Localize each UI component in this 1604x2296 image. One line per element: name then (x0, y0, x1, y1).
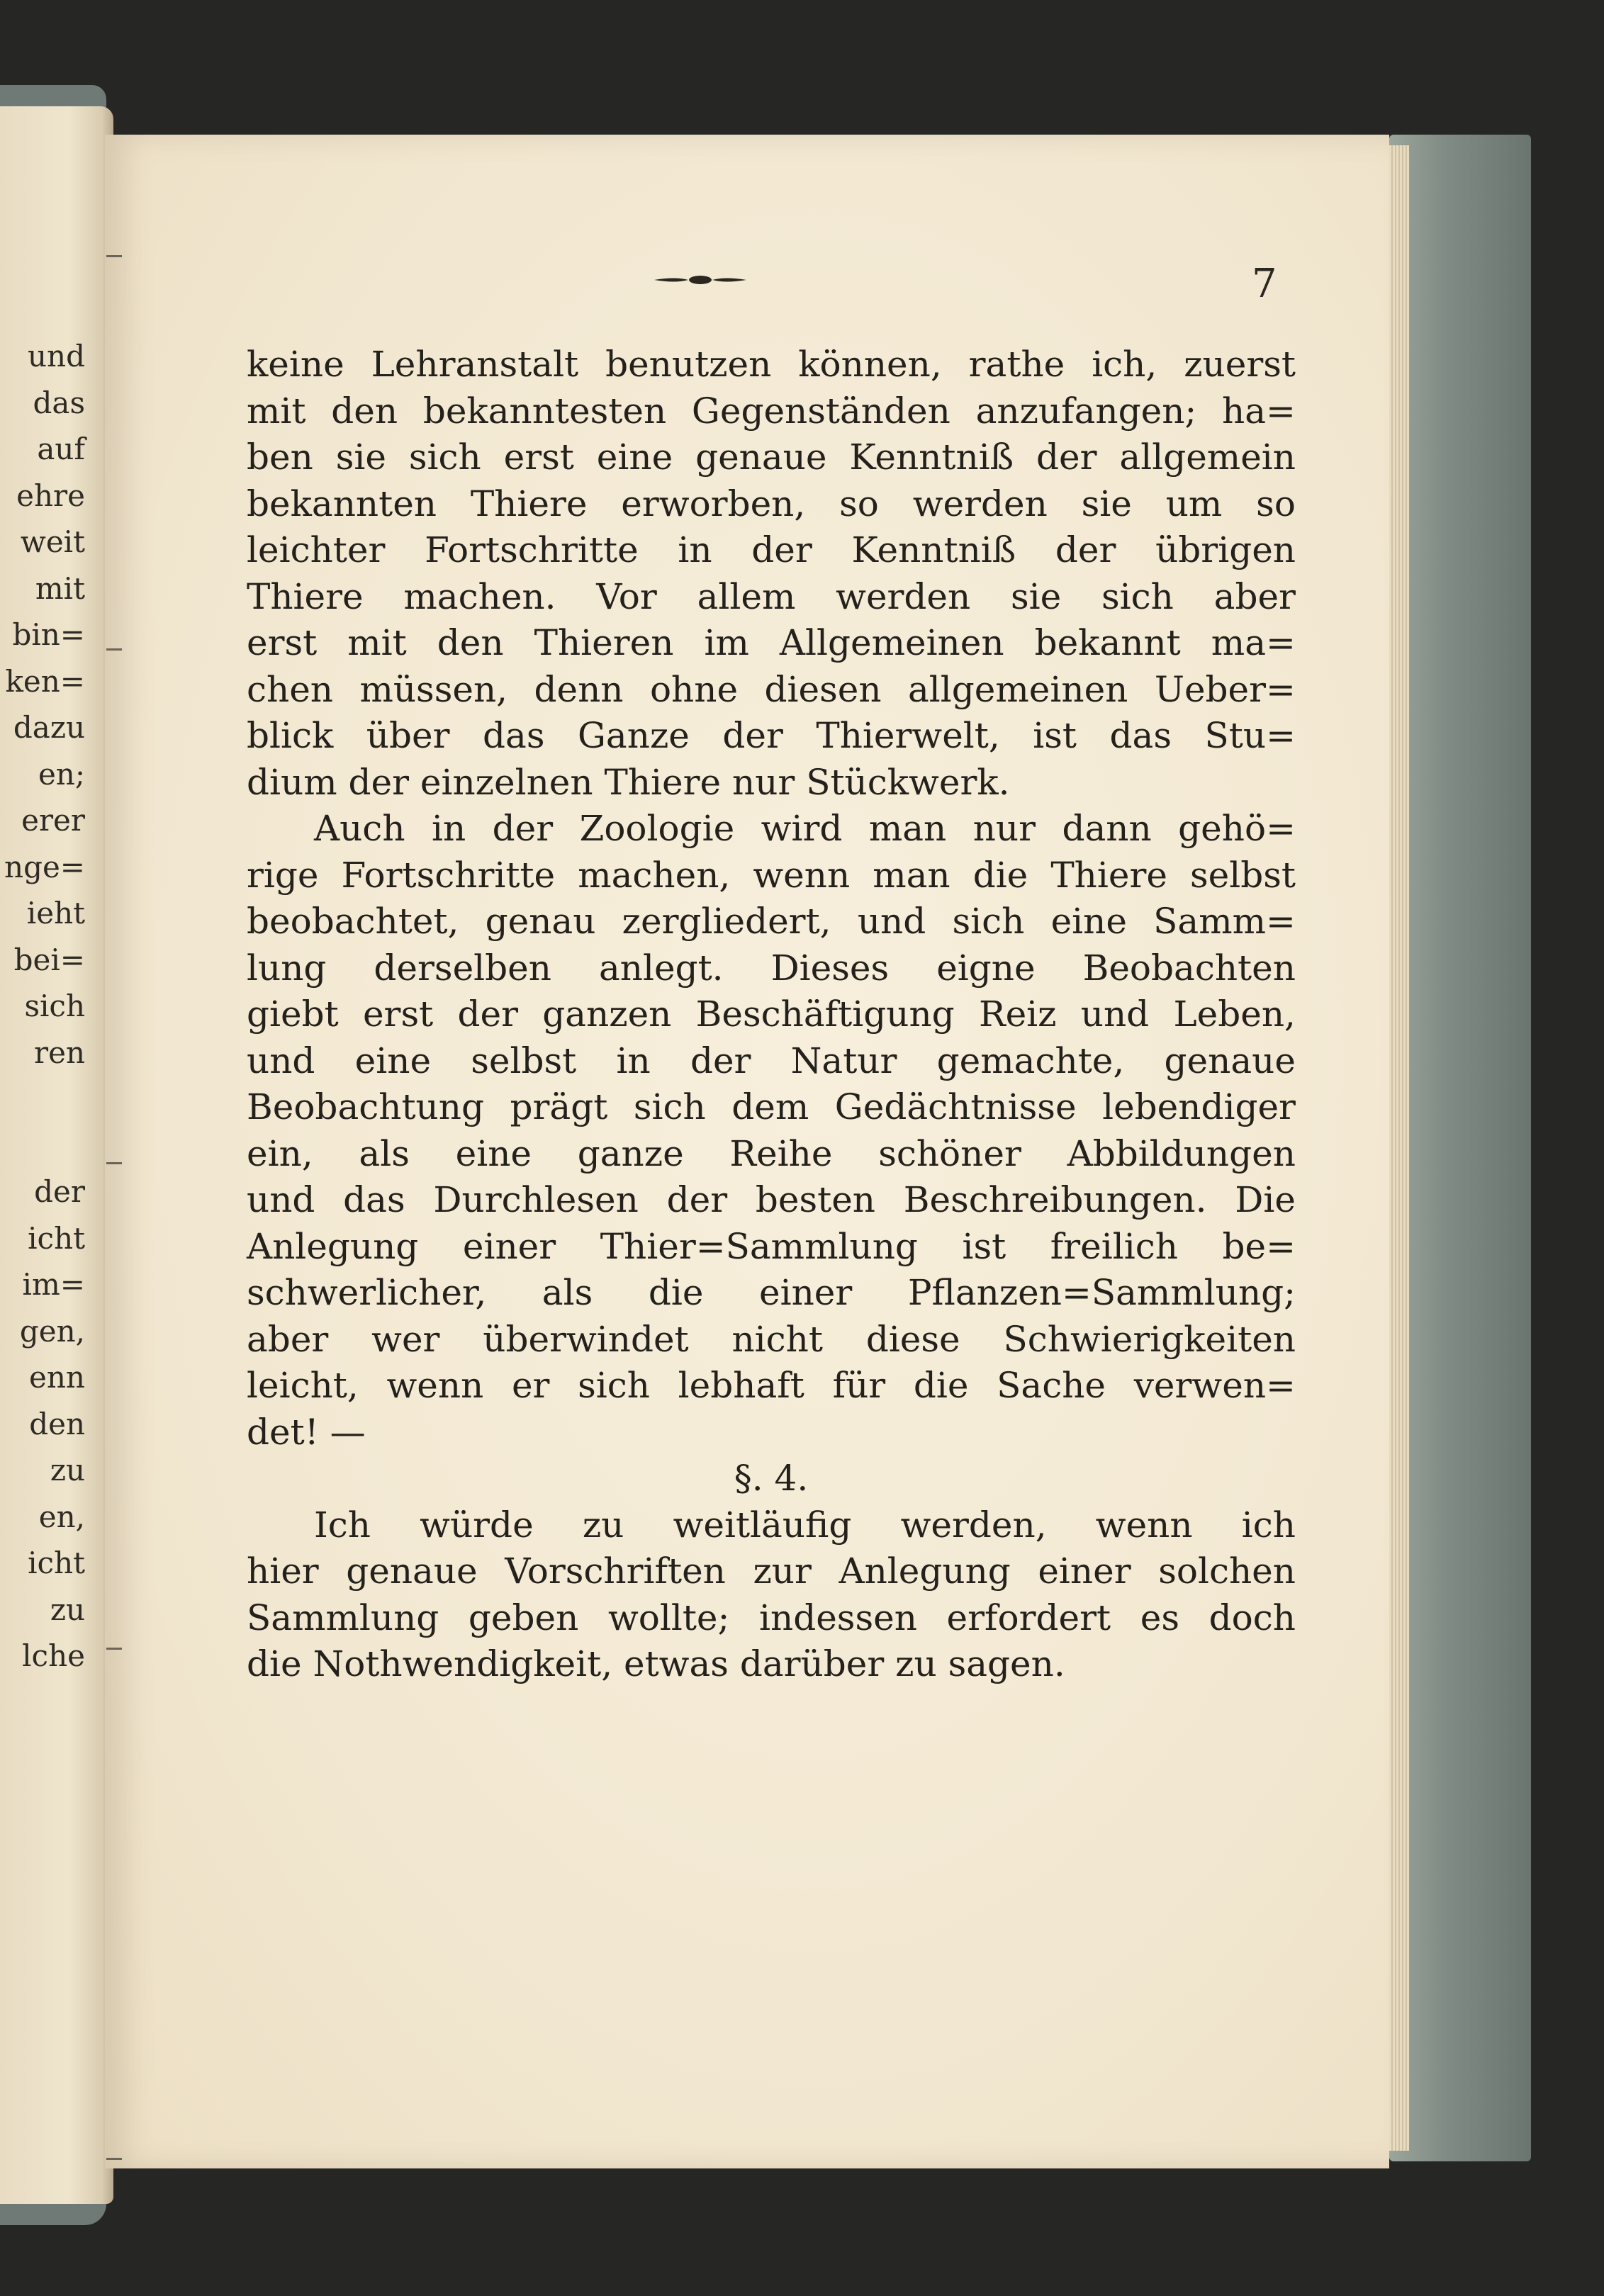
word: wollte; (607, 1597, 730, 1638)
word: genaue (1164, 1040, 1296, 1081)
left-fragment: en, (38, 1499, 85, 1534)
text-line (247, 1270, 1296, 1317)
word: zergliedert, (622, 901, 831, 942)
word: erst (503, 437, 574, 478)
word: genaue (695, 437, 827, 478)
word: selbst (1190, 854, 1296, 896)
word: der (751, 529, 812, 570)
word: hier (247, 1551, 319, 1592)
word: Anlegung (839, 1551, 1011, 1592)
word: Thiere (470, 483, 588, 524)
left-fragment: dazu (13, 710, 85, 745)
word: beobachtet, (247, 901, 459, 942)
left-fragment: ren (34, 1035, 85, 1070)
word: und (1080, 994, 1150, 1035)
word: mit (247, 390, 306, 432)
word: nicht (731, 1318, 823, 1360)
word: Gegenständen (691, 390, 950, 432)
left-fragment: weit (20, 524, 85, 559)
word: indessen (759, 1597, 917, 1638)
word: ha= (1222, 390, 1296, 432)
word: Lehranstalt (371, 344, 579, 385)
text-line (247, 991, 1296, 1038)
word: Fortschritte (425, 529, 639, 570)
word: erfordert (946, 1597, 1111, 1638)
word: übrigen (1155, 529, 1296, 570)
word: Zoologie (579, 808, 735, 849)
text-line (247, 342, 1296, 388)
left-fragment: auf (37, 432, 85, 466)
word: Stu= (1204, 715, 1296, 756)
word: zu (582, 1504, 624, 1546)
word: werden (836, 575, 971, 617)
word: zuerst (1184, 344, 1296, 385)
text-line (247, 713, 1296, 760)
word: der (690, 1040, 751, 1081)
word: als (542, 1272, 593, 1313)
word: denn (534, 668, 624, 710)
word: eine (1050, 901, 1127, 942)
word: Thiere (247, 575, 364, 617)
word: geben (468, 1597, 579, 1638)
word: eigne (936, 947, 1036, 989)
word: sich (408, 437, 481, 478)
word: einer (758, 1272, 853, 1313)
word: erst (247, 622, 318, 663)
binding-stitch (106, 2158, 122, 2160)
book-page (105, 135, 1389, 2168)
word: eine (596, 437, 673, 478)
left-fragment: den (29, 1406, 85, 1441)
left-fragment: zu (50, 1592, 85, 1627)
right-cover (1389, 135, 1531, 2161)
word: bekanntesten (422, 390, 667, 432)
word: in (678, 529, 712, 570)
word: ganzen (542, 994, 672, 1035)
word: dann (1062, 808, 1152, 849)
word: mit (347, 622, 407, 663)
left-fragment: bin= (12, 617, 85, 652)
word: in (431, 808, 466, 849)
word: um (1165, 483, 1223, 524)
left-fragment: mit (35, 570, 85, 606)
word: so (839, 483, 879, 524)
word: allem (697, 575, 796, 617)
left-fragment: ehre (16, 478, 85, 513)
word: schwerlicher, (247, 1272, 487, 1313)
word: lebhaft (678, 1365, 804, 1406)
word: werden, (900, 1504, 1047, 1546)
word: bekannt (1034, 622, 1181, 663)
word: der (722, 715, 783, 756)
word: verwen= (1133, 1365, 1296, 1406)
left-fragment: en; (38, 756, 85, 792)
word: nur (972, 808, 1036, 849)
word: sich (1101, 575, 1174, 617)
word: Gedächtnisse (834, 1086, 1077, 1127)
word: leicht, (247, 1365, 359, 1406)
word: der (1036, 437, 1097, 478)
word: erworben, (621, 483, 806, 524)
word: einer (1038, 1551, 1131, 1592)
word: chen (247, 668, 333, 710)
text-line (247, 388, 1296, 435)
text-line (247, 899, 1296, 945)
word: lebendiger (1102, 1086, 1296, 1127)
word: wenn (1095, 1504, 1193, 1546)
word: können, (798, 344, 942, 385)
word: giebt (247, 994, 339, 1035)
word: Dieses (770, 947, 890, 989)
word: überwindet (483, 1318, 689, 1360)
binding-stitch (106, 1162, 122, 1164)
word: die (648, 1272, 704, 1313)
text-line (247, 667, 1296, 714)
word: Kenntniß (849, 437, 1014, 478)
left-fragment: das (33, 385, 85, 420)
word: Kenntniß (851, 529, 1016, 570)
word: ma= (1211, 622, 1296, 663)
word: das (1109, 715, 1172, 756)
word: Beschreibungen. (903, 1179, 1207, 1220)
word: dem (731, 1086, 809, 1127)
word: rige (247, 854, 319, 896)
word: ist (1033, 715, 1077, 756)
left-fragment: im= (22, 1267, 85, 1302)
word: Sammlung (247, 1597, 439, 1638)
word: der (492, 808, 554, 849)
word: allgemein (1119, 437, 1296, 478)
line-gap (0, 1076, 85, 1169)
text-line (247, 434, 1296, 481)
text-line: §. 4. (734, 1458, 809, 1499)
binding-stitch (106, 255, 122, 257)
word: bekannten (247, 483, 437, 524)
left-fragment: enn (29, 1360, 85, 1395)
left-fragment: zu (50, 1453, 85, 1487)
word: ist (962, 1225, 1006, 1267)
word: Auch (314, 808, 405, 849)
word: es (1140, 1597, 1179, 1638)
left-page-fragments (0, 333, 85, 1679)
word: müssen, (359, 668, 508, 710)
word: Durchlesen (433, 1179, 639, 1220)
text-line (247, 806, 1296, 852)
word: einer (462, 1225, 556, 1267)
word: besten (755, 1179, 875, 1220)
word: schöner (878, 1132, 1021, 1174)
word: weitläufig (673, 1504, 852, 1546)
left-fragment: bei= (13, 942, 85, 977)
word: doch (1208, 1597, 1296, 1638)
word: allgemeinen (907, 668, 1128, 710)
word: Beobachten (1082, 947, 1296, 989)
word: man (873, 854, 950, 896)
left-fragment: und (28, 339, 85, 373)
word: keine (247, 344, 344, 385)
binding-stitch (106, 1648, 122, 1650)
left-fragment: lche (22, 1638, 85, 1673)
word: Ich (314, 1504, 371, 1546)
word: in (616, 1040, 651, 1081)
word: machen, (578, 854, 731, 896)
word: den (331, 390, 398, 432)
word: so (1256, 483, 1296, 524)
word: ich, (1092, 344, 1157, 385)
word: Die (1235, 1179, 1296, 1220)
left-fragment: icht (28, 1220, 85, 1256)
word: das (343, 1179, 405, 1220)
word: Schwierigkeiten (1003, 1318, 1296, 1360)
word: werden (912, 483, 1048, 524)
text-line: det! — (247, 1411, 366, 1453)
word: der (666, 1179, 728, 1220)
left-fragment: gen, (19, 1313, 85, 1349)
word: Thierwelt, (816, 715, 1000, 756)
word: das (483, 715, 545, 756)
word: aber (1213, 575, 1296, 617)
word: Thieren (534, 622, 674, 663)
word: be= (1222, 1225, 1296, 1267)
word: Samm= (1153, 901, 1296, 942)
text-line (247, 852, 1296, 899)
word: Vor (596, 575, 657, 617)
word: er (511, 1365, 550, 1406)
word: Vorschriften (505, 1551, 726, 1592)
word: selbst (471, 1040, 577, 1081)
text-line (247, 945, 1296, 992)
text-line (247, 1224, 1296, 1271)
word: leichter (247, 529, 386, 570)
word: Ueber= (1154, 668, 1296, 710)
word: wird (761, 808, 843, 849)
word: sich (578, 1365, 650, 1406)
word: zur (753, 1551, 812, 1592)
word: und (247, 1040, 315, 1081)
word: ein, (247, 1132, 313, 1174)
word: die (972, 854, 1028, 896)
word: rathe (968, 344, 1065, 385)
word: eine (354, 1040, 432, 1081)
word: anzufangen; (975, 390, 1197, 432)
word: Natur (790, 1040, 897, 1081)
word: anlegt. (598, 947, 724, 989)
text-line (247, 1084, 1296, 1131)
word: als (359, 1132, 410, 1174)
word: man (868, 808, 947, 849)
word: sie (1011, 575, 1062, 617)
word: ohne (649, 668, 739, 710)
word: und (857, 901, 926, 942)
word: Thier=Sammlung (600, 1225, 918, 1267)
word: derselben (374, 947, 551, 989)
word: und (247, 1179, 315, 1220)
text-line (247, 1548, 1296, 1595)
text-line (247, 1363, 1296, 1409)
word: Anlegung (247, 1225, 419, 1267)
word: benutzen (605, 344, 772, 385)
word: für (832, 1365, 886, 1406)
word: der (1055, 529, 1116, 570)
word: blick (247, 715, 334, 756)
word: sie (335, 437, 386, 478)
text-line (247, 1131, 1296, 1178)
text-line (247, 620, 1296, 667)
text-line: die Nothwendigkeit, etwas darüber zu sagen. (247, 1643, 1065, 1684)
word: ben (247, 437, 313, 478)
word: im (704, 622, 749, 663)
text-line (247, 1038, 1296, 1085)
word: aber (247, 1318, 329, 1360)
left-fragment: ken= (5, 663, 85, 699)
page-number: 7 (1252, 261, 1277, 307)
word: Reihe (729, 1132, 833, 1174)
word: genau (485, 901, 596, 942)
left-fragment: icht (28, 1546, 85, 1580)
text-line (247, 527, 1296, 574)
word: würde (420, 1504, 534, 1546)
word: Beobachtung (247, 1086, 484, 1127)
word: wenn (386, 1365, 484, 1406)
word: ich (1241, 1504, 1296, 1546)
text-line (247, 1177, 1296, 1224)
ornament-rule (654, 274, 746, 286)
word: Reiz (978, 994, 1057, 1035)
word: solchen (1158, 1551, 1296, 1592)
word: Abbildungen (1067, 1132, 1296, 1174)
word: Ganze (577, 715, 690, 756)
word: Thiere (1050, 854, 1167, 896)
left-fragment: sich (24, 989, 85, 1023)
word: Allgemeinen (779, 622, 1004, 663)
word: machen. (403, 575, 556, 617)
word: genaue (346, 1551, 478, 1592)
word: diesen (764, 668, 882, 710)
word: sich (952, 901, 1025, 942)
word: eine (455, 1132, 532, 1174)
word: die (913, 1365, 969, 1406)
word: gemachte, (936, 1040, 1125, 1081)
left-fragment: der (34, 1174, 85, 1209)
word: den (437, 622, 504, 663)
word: Leben, (1173, 994, 1296, 1035)
word: der (457, 994, 518, 1035)
word: über (366, 715, 450, 756)
page-text (247, 342, 1296, 1688)
word: sich (633, 1086, 706, 1127)
text-line (247, 1502, 1296, 1549)
word: Fortschritte (341, 854, 556, 896)
text-line (247, 574, 1296, 621)
text-line (247, 1317, 1296, 1363)
word: sie (1081, 483, 1132, 524)
word: prägt (510, 1086, 608, 1127)
word: wenn (753, 854, 851, 896)
left-fragment: erer (21, 803, 85, 838)
word: ganze (577, 1132, 684, 1174)
word: gehö= (1178, 808, 1296, 849)
word: Pflanzen=Sammlung; (907, 1272, 1296, 1313)
text-line: dium der einzelnen Thiere nur Stückwerk. (247, 761, 1010, 803)
text-line (247, 1595, 1296, 1642)
word: erst (362, 994, 434, 1035)
word: Sache (997, 1365, 1106, 1406)
left-fragment: ieht (26, 896, 85, 930)
word: wer (371, 1318, 440, 1360)
word: lung (247, 947, 327, 989)
left-fragment: nge= (4, 849, 85, 884)
word: diese (865, 1318, 960, 1360)
binding-stitch (106, 648, 122, 651)
word: Beschäftigung (695, 994, 955, 1035)
text-line (247, 481, 1296, 528)
word: freilich (1050, 1225, 1178, 1267)
